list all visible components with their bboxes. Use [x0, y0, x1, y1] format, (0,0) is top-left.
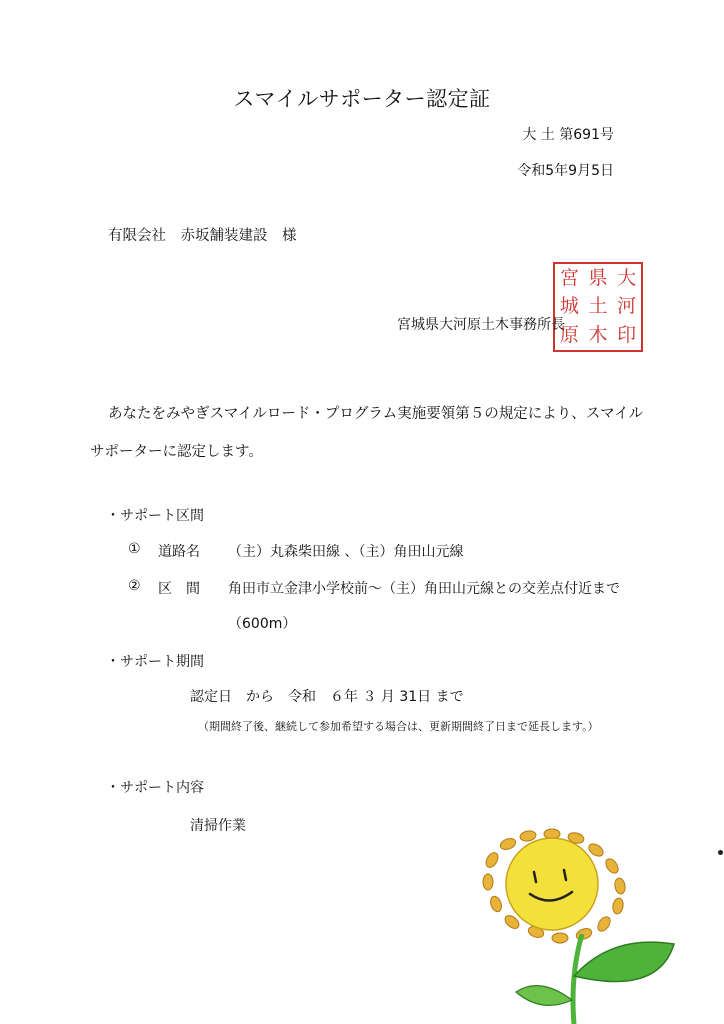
section-support-area-label: ・サポート区間 [106, 508, 204, 524]
road-name-value: （主）丸森柴田線 、（主）角田山元線 [228, 544, 464, 560]
seal-char: 河 [617, 295, 637, 318]
section-range-value: 角田市立金津小学校前～（主）角田山元線との交差点付近まで [228, 581, 620, 597]
official-seal [553, 262, 643, 352]
seal-char: 大 [617, 266, 637, 289]
issuer-name: 宮城県大河原土木事務所長 [397, 317, 565, 333]
sunflower-face [506, 838, 598, 930]
seal-char: 土 [588, 295, 608, 318]
seal-char: 原 [559, 324, 579, 347]
seal-char: 県 [588, 266, 608, 289]
leaf [574, 942, 674, 981]
seal-char: 木 [588, 324, 608, 347]
support-content-text: 清掃作業 [190, 818, 246, 834]
support-period-note: （期間終了後、継続して参加希望する場合は、更新期間終了日まで延長します。） [198, 720, 599, 733]
issue-date: 令和5年9月5日 [517, 163, 614, 179]
document-number: 大 土 第691号 [522, 127, 614, 143]
seal-char: 城 [559, 295, 579, 318]
section-length: （600m） [228, 616, 297, 632]
stem [573, 934, 582, 1024]
section-range-label: 区 間 [158, 581, 200, 597]
seal-char: 印 [617, 324, 637, 347]
certification-text-line2: サポーターに認定します。 [90, 444, 263, 460]
support-period-text: 認定日 から 令和 ６年 ３ 月 31日 まで [190, 689, 464, 705]
section-support-period-label: ・サポート期間 [106, 654, 204, 670]
certification-text-line1: あなたをみやぎスマイルロード・プログラム実施要領第５の規定により、スマイル [108, 406, 644, 422]
leaf-left [516, 986, 572, 1006]
recipient-name: 有限会社 赤坂舗装建設 様 [108, 228, 297, 244]
section-support-content-label: ・サポート内容 [106, 780, 204, 796]
item-number-2: ② [128, 578, 141, 594]
item-number-1: ① [128, 541, 141, 557]
sunflower-illustration [462, 826, 690, 1024]
road-name-label: 道路名 [158, 544, 200, 560]
margin-mark [718, 850, 723, 855]
seal-char: 宮 [559, 266, 579, 289]
page-title: スマイルサポーター認定証 [233, 87, 491, 111]
